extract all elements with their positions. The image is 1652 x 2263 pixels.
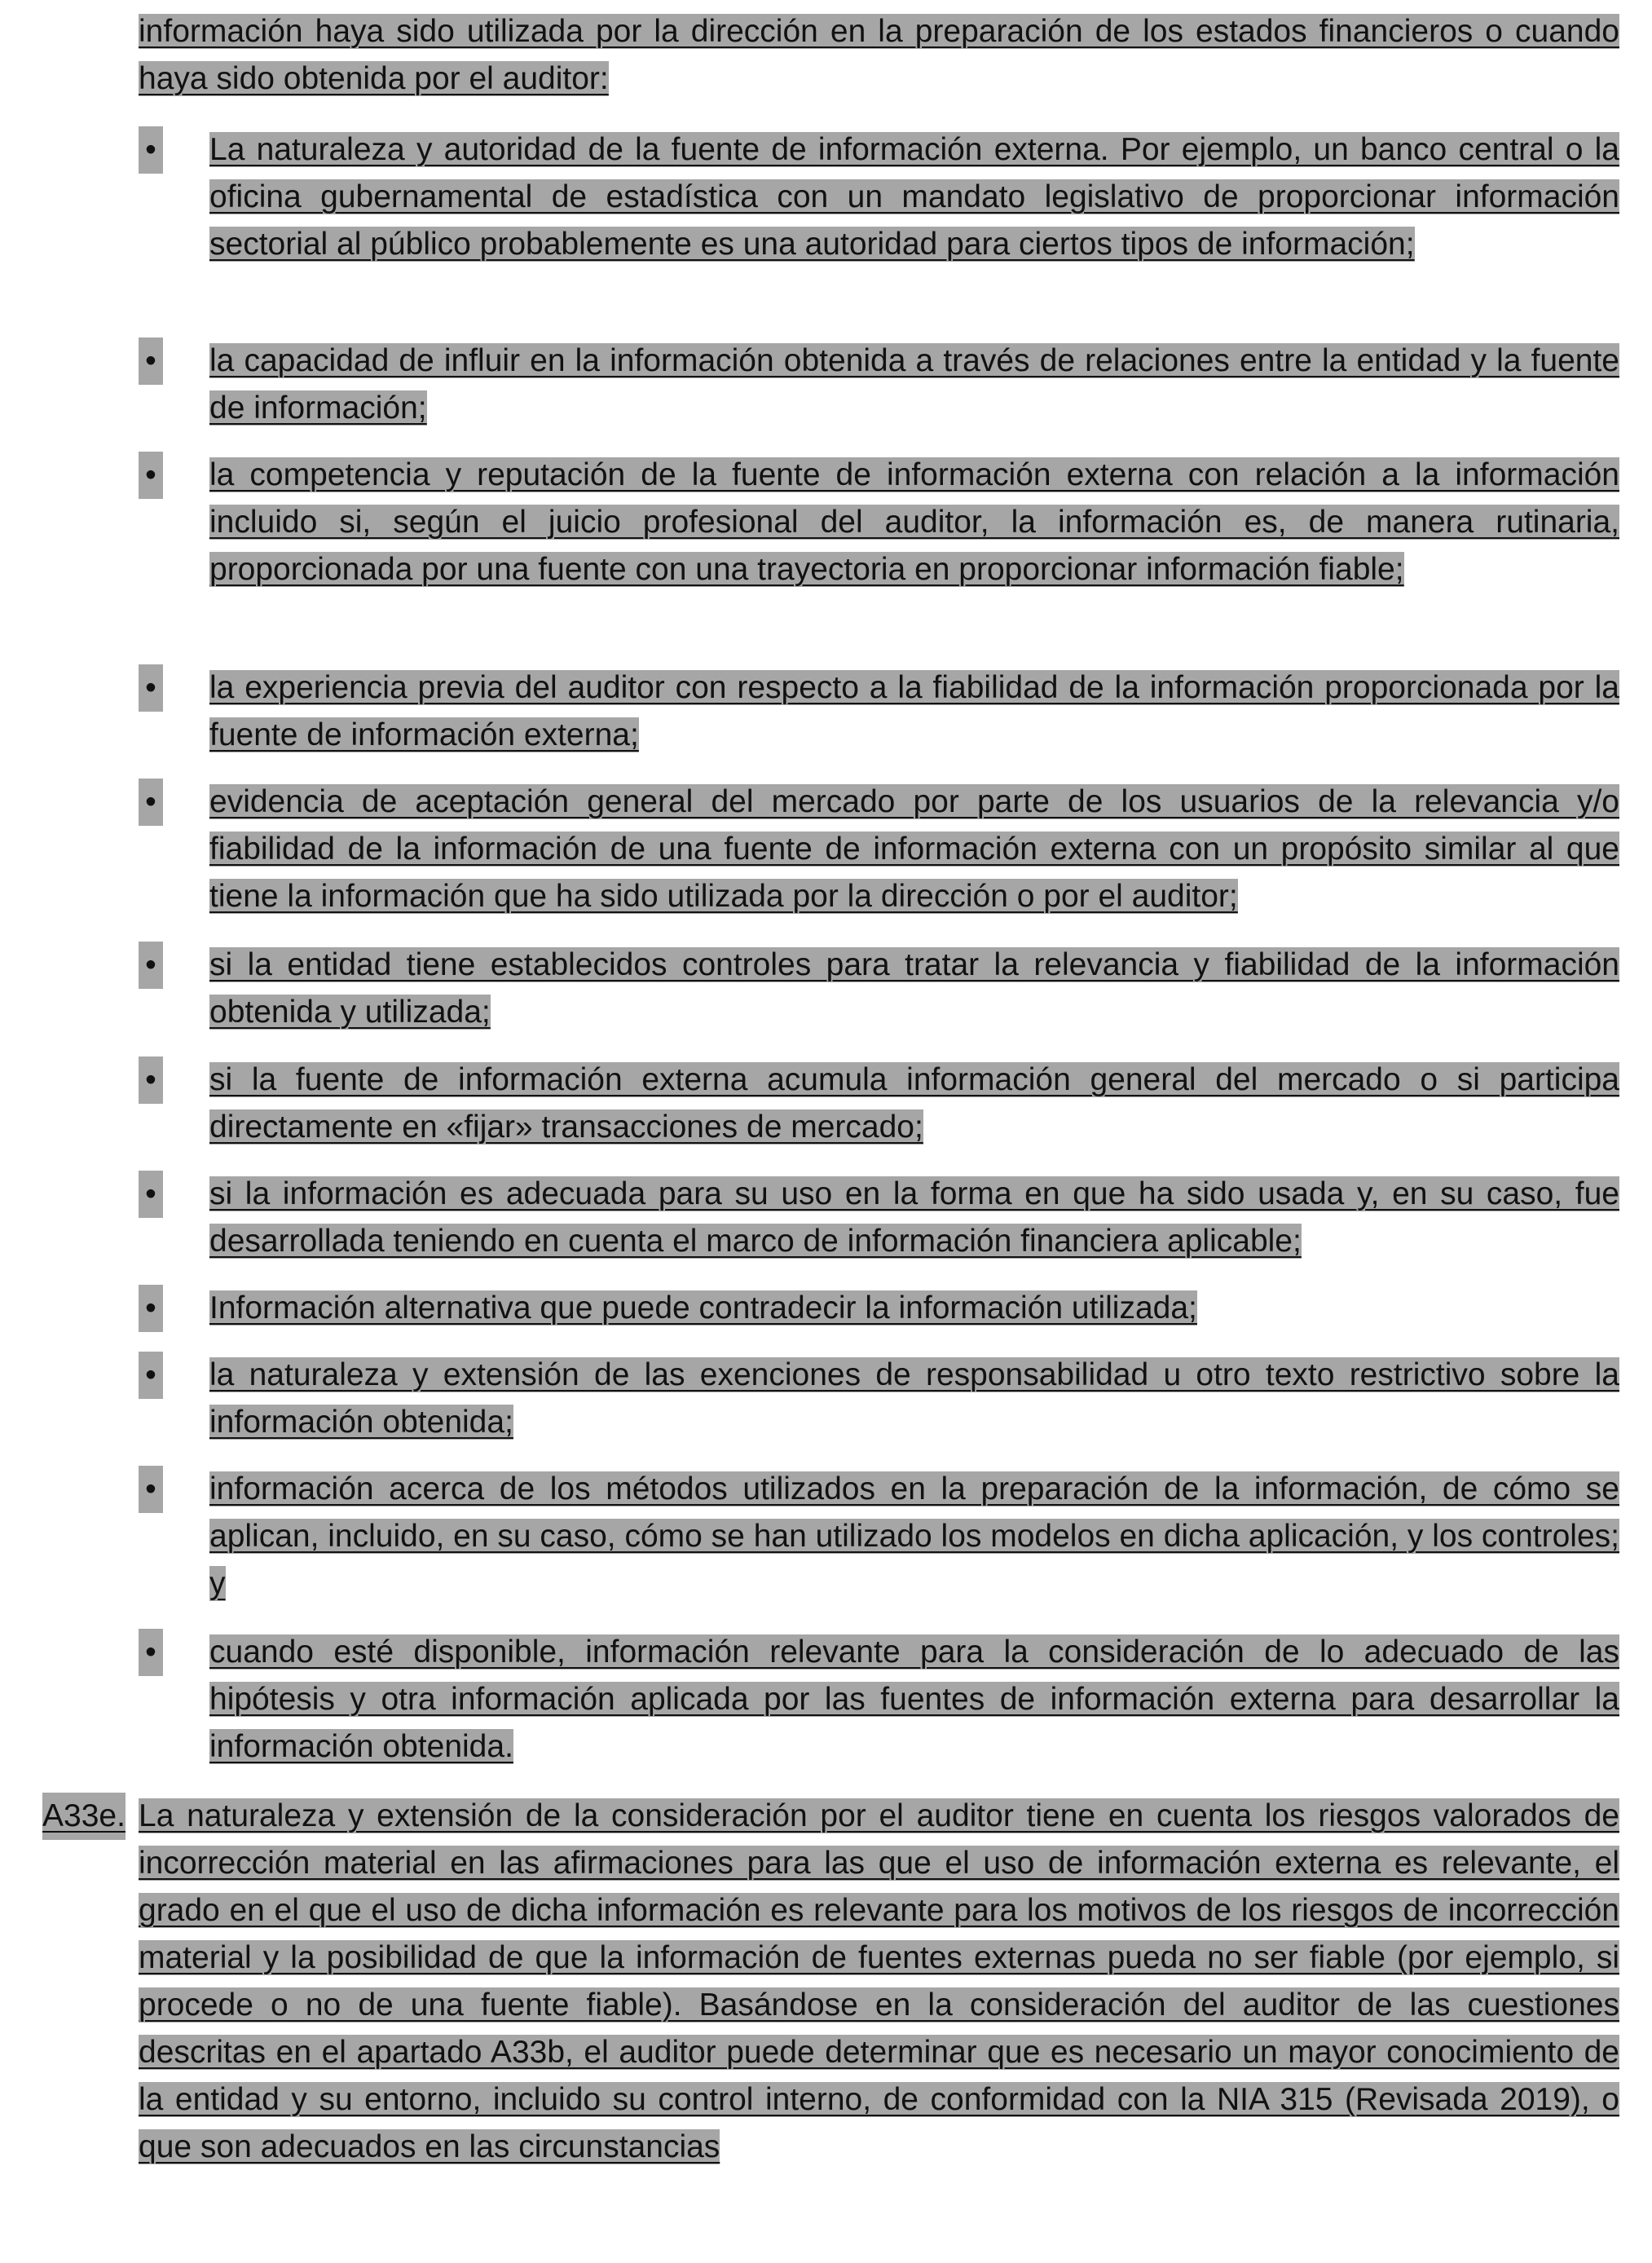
list-item-text: evidencia de aceptación general del mercado por parte de los usuarios de la relevancia y/o fiabilidad de la información de una fuente de información externa con un propósito similar al que tiene la información que ha sido utilizada por la dirección o por el auditor; — [209, 784, 1619, 914]
list-item-text: Información alternativa que puede contradecir la información utilizada; — [209, 1290, 1197, 1326]
bullet-marker: • — [139, 126, 163, 174]
list-item-text: si la fuente de información externa acumula información general del mercado o si participa directamente en «fijar» transacciones de mercado; — [209, 1062, 1619, 1145]
bullet-marker: • — [139, 337, 163, 385]
bullet-marker: • — [139, 1629, 163, 1676]
bullet-marker: • — [139, 942, 163, 989]
bullet-marker: • — [139, 452, 163, 499]
list-item-text: la capacidad de influir en la información obtenida a través de relaciones entre la entidad y la fuente de información; — [209, 343, 1619, 426]
bullet-marker: • — [139, 1466, 163, 1513]
list-item-text: la competencia y reputación de la fuente de información externa con relación a la información incluido si, según el juicio profesional del auditor, la información es, de manera rutinaria, proporcionada por una fuente con una trayectoria en proporcionar información fiable; — [209, 457, 1619, 587]
list-item-text: cuando esté disponible, información relevante para la consideración de lo adecuado de las hipótesis y otra información aplicada por las fuentes de información externa para desarrollar la información obtenida. — [209, 1634, 1619, 1764]
bullet-marker: • — [139, 1171, 163, 1218]
intro-paragraph — [139, 8, 1619, 103]
paragraph-a33e — [139, 1793, 1619, 2171]
list-item-text: si la información es adecuada para su uso en la forma en que ha sido usada y, en su caso, fue desarrollada teniendo en cuenta el marco de información financiera aplicable; — [209, 1176, 1619, 1259]
list-item-text: si la entidad tiene establecidos controles para tratar la relevancia y fiabilidad de la información obtenida y utilizada; — [209, 947, 1619, 1030]
paragraph-a33e-text: La naturaleza y extensión de la consideración por el auditor tiene en cuenta los riesgos valorados de incorrección material en las afirmaciones para las que el uso de información externa es relevante, el grado en el que el uso de dicha información es relevante para los motivos de los riesgos de incorrección material y la posibilidad de que la información de fuentes externas pueda no ser fiable (por ejemplo, si procede o no de una fuente fiable). Basándose en la consideración del auditor de las cuestiones descritas en el apartado A33b, el auditor puede determinar que es necesario un mayor conocimiento de la entidad y su entorno, incluido su control interno, de conformidad con la NIA 315 (Revisada 2019), o que son adecuados en las circunstancias — [139, 1798, 1619, 2164]
list-item-text: La naturaleza y autoridad de la fuente de información externa. Por ejemplo, un banco central o la oficina gubernamental de estadística con un mandato legislativo de proporcionar información sectorial al público probablemente es una autoridad para ciertos tipos de información; — [209, 132, 1619, 262]
list-item-text: la experiencia previa del auditor con respecto a la fiabilidad de la información proporcionada por la fuente de información externa; — [209, 670, 1619, 752]
list-item-text: la naturaleza y extensión de las exenciones de responsabilidad u otro texto restrictivo sobre la información obtenida; — [209, 1357, 1619, 1440]
bullet-marker: • — [139, 664, 163, 712]
intro-text: información haya sido utilizada por la dirección en la preparación de los estados financieros o cuando haya sido obtenida por el auditor: — [139, 14, 1619, 96]
bullet-marker: • — [139, 1057, 163, 1104]
bullet-marker: • — [139, 1352, 163, 1399]
bullet-marker: • — [139, 1285, 163, 1332]
bullet-marker: • — [139, 779, 163, 826]
list-item-text: información acerca de los métodos utilizados en la preparación de la información, de cómo se aplican, incluido, en su caso, cómo se han utilizado los modelos en dicha aplicación, y los controles; y — [209, 1471, 1619, 1601]
paragraph-number: A33e. — [42, 1793, 126, 1840]
